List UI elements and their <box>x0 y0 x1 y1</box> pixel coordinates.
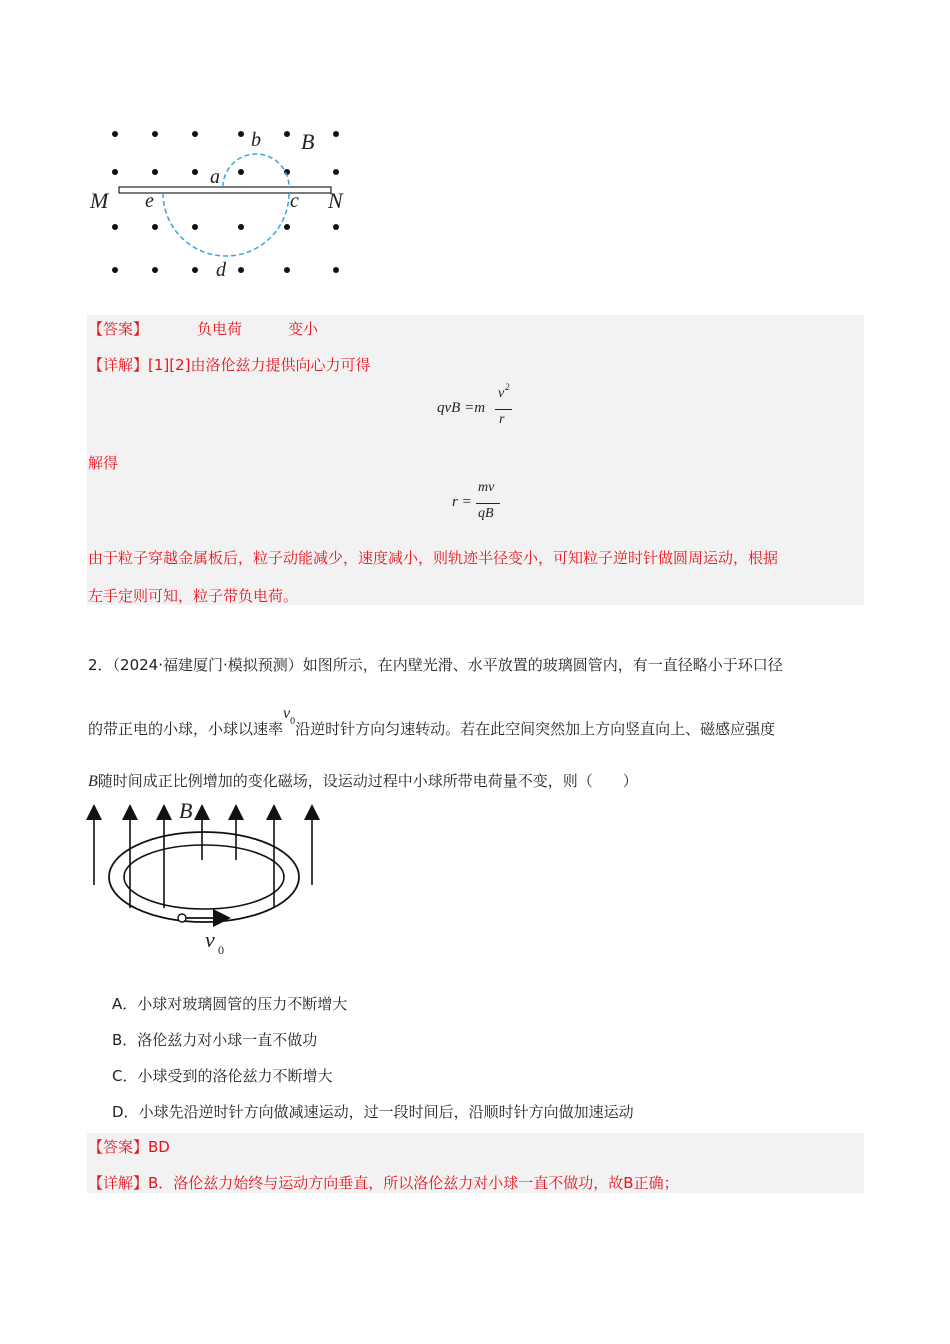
tube-inner <box>124 845 284 909</box>
detail-text: B．洛伦兹力始终与运动方向垂直，所以洛伦兹力对小球一直不做功，故B正确； <box>148 1174 679 1192</box>
label-d: d <box>216 259 226 281</box>
figure2-label-v-sub: 0 <box>218 943 224 957</box>
eq2-num: mv <box>478 480 495 495</box>
eq1-bar <box>495 409 512 410</box>
answer-value: BD <box>148 1138 170 1156</box>
question-number: 2． <box>88 656 113 674</box>
label-B-field: B <box>301 129 315 154</box>
eq2-den: qB <box>478 506 494 521</box>
label-e: e <box>145 190 154 212</box>
ball <box>178 914 186 922</box>
eq2-lhs: r = <box>452 494 472 510</box>
question-2-line-3 <box>88 770 638 791</box>
answer-tag: 【答案】 <box>88 1138 149 1156</box>
answer-line-1 <box>88 318 148 339</box>
label-M: M <box>90 188 109 213</box>
figure2-label-v: v <box>205 927 215 952</box>
label-a: a <box>210 166 220 188</box>
v0-subscript: 0 <box>290 716 296 727</box>
answer-line-2 <box>88 1136 170 1157</box>
equation-lorentz <box>437 382 527 438</box>
answer-blank-2: 变小 <box>288 320 319 338</box>
equation-radius <box>452 482 532 532</box>
option-a[interactable] <box>112 993 347 1014</box>
option-text: 小球先沿逆时针方向做减速运动，过一段时间后，沿顺时针方向做加速运动 <box>138 1103 634 1121</box>
detail-solve: 解得 <box>88 454 119 472</box>
detail-tag: 【详解】 <box>88 1174 149 1192</box>
option-text: 洛伦兹力对小球一直不做功 <box>137 1031 318 1049</box>
option-b[interactable] <box>112 1029 317 1050</box>
option-text: 小球对玻璃圆管的压力不断增大 <box>137 995 348 1013</box>
answer-tag: 【答案】 <box>88 320 149 338</box>
option-c[interactable] <box>112 1065 333 1086</box>
detail-intro: [1][2]由洛伦兹力提供向心力可得 <box>148 356 371 374</box>
question-2-line-1 <box>88 654 783 675</box>
question-source: （2024·福建厦门·模拟预测） <box>112 656 303 674</box>
option-text: 小球受到的洛伦兹力不断增大 <box>137 1067 333 1085</box>
question-text-3: 随时间成正比例增加的变化磁场，设运动过程中小球所带电荷量不变，则（ ） <box>97 772 638 790</box>
field-lines <box>94 812 312 908</box>
option-key: B． <box>112 1031 138 1049</box>
eq1-num: v <box>498 386 505 401</box>
option-key: C． <box>112 1067 138 1085</box>
label-N: N <box>328 188 343 213</box>
B-symbol: B <box>88 773 98 790</box>
question-text-2b: 沿逆时针方向匀速转动。若在此空间突然加上方向竖直向上、磁感应强度 <box>295 720 776 738</box>
question-2-line-2 <box>88 705 776 739</box>
label-c: c <box>290 190 299 212</box>
detail-conclusion-2: 左手定则可知，粒子带负电荷。 <box>88 587 299 605</box>
trajectory-upper <box>223 154 289 187</box>
option-key: A． <box>112 995 138 1013</box>
eq1-den: r <box>499 412 505 427</box>
detail-line-2 <box>88 1172 679 1193</box>
eq1-lhs: qvB =m <box>437 400 486 416</box>
option-d[interactable] <box>112 1101 634 1122</box>
detail-conclusion-1: 由于粒子穿越金属板后，粒子动能减少，速度减小，则轨迹半径变小，可知粒子逆时针做圆周运动，根据 <box>88 549 779 567</box>
v0-symbol: v <box>283 705 291 722</box>
eq2-bar <box>476 503 500 504</box>
answer-blank-1: 负电荷 <box>197 320 243 338</box>
label-b: b <box>251 129 261 151</box>
detail-tag: 【详解】 <box>88 356 149 374</box>
option-key: D． <box>112 1103 139 1121</box>
question-text-2a: 的带正电的小球，小球以速率 <box>88 720 284 738</box>
question-text-1: 如图所示，在内壁光滑、水平放置的玻璃圆管内，有一直径略小于环口径 <box>302 656 783 674</box>
trajectory-lower <box>163 193 289 256</box>
eq1-sup: 2 <box>505 382 510 392</box>
figure2-label-B: B <box>179 798 193 823</box>
detail-line-1 <box>88 354 371 375</box>
